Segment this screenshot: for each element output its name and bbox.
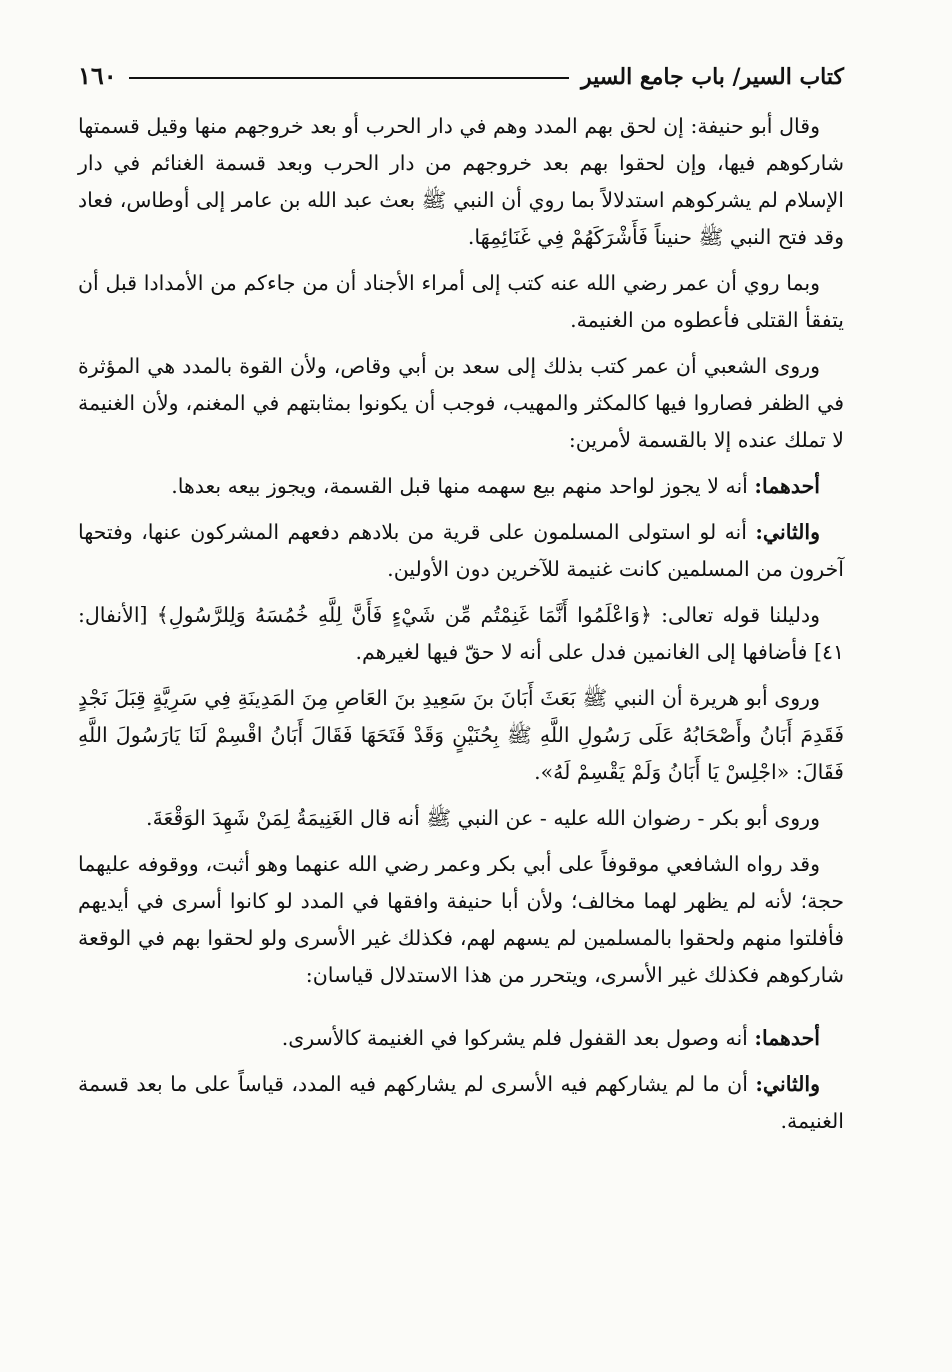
paragraph: وقال أبو حنيفة: إن لحق بهم المدد وهم في دار الحرب أو بعد خروجهم منها وقيل قسمتها شاركوهم فيها، وإن لحقوا بهم بعد خروجهم من دار الحرب وبعد قسمة الغنائم في دار الإسلام لم يشركوهم استدلالاً بما روي أن النبي ﷺ بعث عبد الله بن عامر إلى أوطاس، فعاد وقد فتح النبي ﷺ حنيناً فَأَشْرَكَهُمْ فِي غَنَائِمِهَا.	[78, 114, 844, 249]
paragraph: أحدهما: أنه وصول بعد القفول فلم يشركوا في الغنيمة كالأسرى.	[281, 1026, 820, 1050]
header-rule	[129, 77, 569, 79]
paragraph: والثاني: أن ما لم يشاركهم فيه الأسرى لم يشاركهم فيه المدد، قياساً على ما بعد قسمة الغنيمة.	[78, 1072, 844, 1133]
paragraph: وروى الشعبي أن عمر كتب بذلك إلى سعد بن أبي وقاص، ولأن القوة بالمدد هي المؤثرة في الظفر فصاروا فيها كالمكثر والمهيب، فوجب أن يكونوا بمثابتهم في المغنم، ولأن الغنيمة لا تملك عنده إلا بالقسمة لأمرين:	[78, 354, 844, 452]
paragraph: أحدهما: أنه لا يجوز لواحد منهم بيع سهمه منها قبل القسمة، ويجوز بيعه بعدها.	[171, 474, 820, 498]
running-title: كتاب السير/ باب جامع السير	[581, 64, 844, 90]
hadith-paragraph: وروى أبو بكر - رضوان الله عليه - عن النبي ﷺ أنه قال الغَنِيمَةُ لِمَنْ شَهِدَ الوَقْعَةَ.	[146, 806, 820, 830]
paragraph: وقد رواه الشافعي موقوفاً على أبي بكر وعمر رضي الله عنهما وهو أثبت، ووقوفه عليهما حجة؛ لأنه لم يظهر لهما مخالف؛ ولأن أبا حنيفة وافقها في المدد لو كانوا أسرى في أيديهم فأفلتوا منهم ولحقوا بالمسلمين لم يسهم لهم، فكذلك غير الأسرى ولو لحقوا بهم في الوقعة شاركوهم فكذلك غير الأسرى، ويتحرر من هذا الاستدلال قياسان:	[78, 852, 844, 987]
quran-paragraph: ودليلنا قوله تعالى: ﴿وَاعْلَمُوا أَنَّمَا غَنِمْتُم مِّن شَيْءٍ فَأَنَّ لِلَّهِ خُمُسَهُ وَلِلرَّسُولِ﴾ [الأنفال: ٤١] فأضافها إلى الغانمين فدل على أنه لا حقّ فيها لغيرهم.	[78, 603, 844, 664]
page-header	[78, 52, 844, 90]
page-number: ١٦٠	[78, 61, 117, 90]
hadith-paragraph: وروى أبو هريرة أن النبي ﷺ بَعَثَ أَبَانَ بنَ سَعِيدِ بنَ العَاصِ مِنَ المَدِينَةِ فِي سَرِيَّةٍ قِبَلَ نَجْدٍ فَقَدِمَ أَبَانُ وأَصْحَابُهُ عَلَى رَسُولِ اللَّهِ ﷺ بِحُنَيْنٍ وَقَدْ فَتَحَهَا فَقَالَ أَبَانُ اقْسِمْ لَنَا يَارَسُولَ اللَّهِ فَقَالَ: «اجْلِسْ يَا أَبَانُ وَلَمْ يَقْسِمْ لَهُ».	[78, 686, 844, 784]
paragraph: والثاني: أنه لو استولى المسلمون على قرية من بلادهم دفعهم المشركون عنها، وفتحها آخرون من المسلمين كانت غنيمة للآخرين دون الأولين.	[78, 520, 844, 581]
book-page	[78, 52, 844, 1149]
page-body	[78, 108, 844, 1140]
paragraph: وبما روي أن عمر رضي الله عنه كتب إلى أمراء الأجناد أن من جاءكم من الأمدادا قبل أن يتفقأ القتلى فأعطوه من الغنيمة.	[78, 271, 844, 332]
